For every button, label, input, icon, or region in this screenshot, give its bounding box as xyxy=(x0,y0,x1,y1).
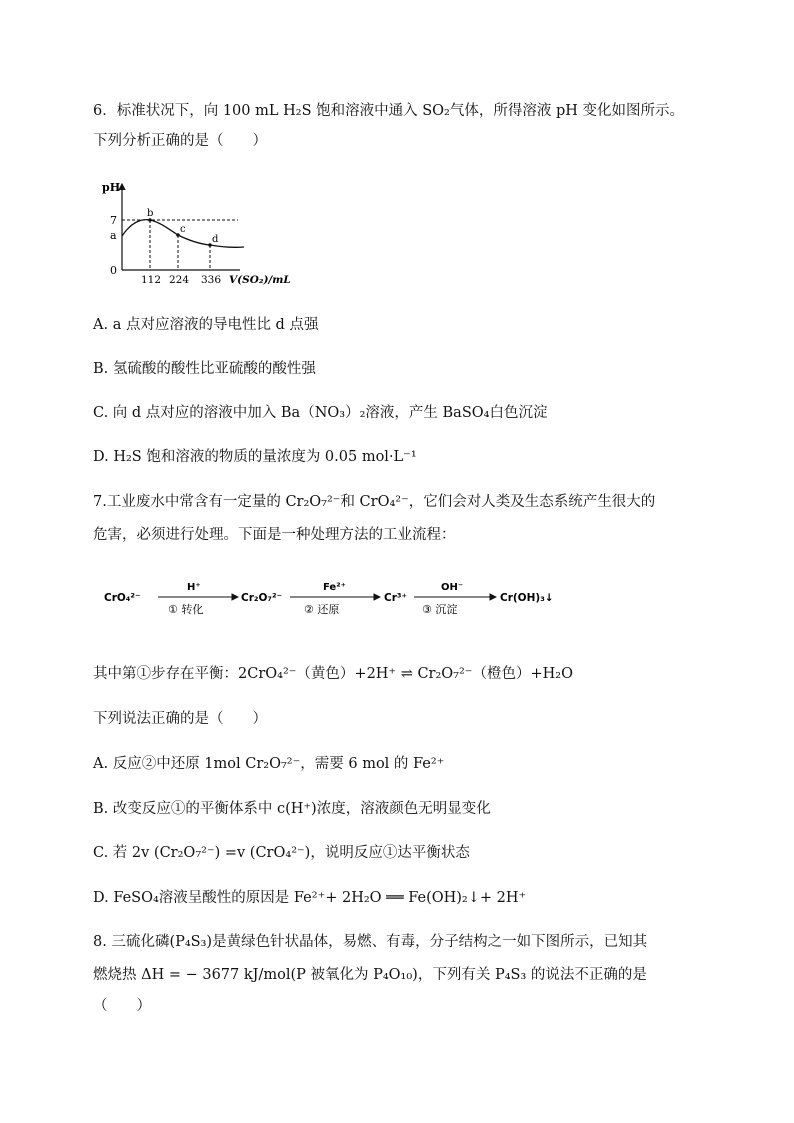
reagent-fe: Fe²⁺ xyxy=(323,582,346,593)
point-label-c: c xyxy=(180,224,186,235)
y-axis-label: pH xyxy=(102,181,121,194)
xtick-336: 336 xyxy=(201,274,222,286)
q7-stem-line2: 危害，必须进行处理。下面是一种处理方法的工业流程： xyxy=(93,527,456,543)
step-2: ② 还原 xyxy=(304,603,340,616)
process-flow xyxy=(100,575,570,625)
q6-stem-line2: 下列分析正确的是（ ） xyxy=(93,133,267,149)
q7-equilibrium: 其中第①步存在平衡：2CrO₄²⁻（黄色）+2H⁺ ⇌ Cr₂O₇²⁻（橙色）+H₂O xyxy=(93,666,573,682)
reagent-h: H⁺ xyxy=(187,582,201,593)
q6-option-a: A. a 点对应溶液的导电性比 d 点强 xyxy=(93,317,319,333)
species-cro4: CrO₄²⁻ xyxy=(104,592,141,604)
q7-option-c: C. 若 2v (Cr₂O₇²⁻) =v (CrO₄²⁻)，说明反应①达平衡状态 xyxy=(93,845,470,861)
step-1: ① 转化 xyxy=(168,603,204,616)
q7-option-d: D. FeSO₄溶液呈酸性的原因是 Fe²⁺+ 2H₂O ══ Fe(OH)₂↓+ 2H⁺ xyxy=(93,890,527,906)
xtick-112: 112 xyxy=(141,274,162,286)
ph-chart xyxy=(98,172,318,287)
point-label-d: d xyxy=(212,234,219,245)
q6-stem-line1: 6．标准状况下，向 100 mL H₂S 饱和溶液中通入 SO₂气体，所得溶液 pH 变化如图所示。 xyxy=(93,103,684,119)
q8-stem-line3: （ ） xyxy=(93,998,151,1014)
origin-label: 0 xyxy=(110,264,117,277)
q7-stem-line1: 7.工业废水中常含有一定量的 Cr₂O₇²⁻和 CrO₄²⁻，它们会对人类及生态系统产生很大的 xyxy=(93,494,656,510)
x-axis-label: V(SO₂)/mL xyxy=(229,274,291,286)
q8-stem-line2: 燃烧热 ΔH = − 3677 kJ/mol(P 被氧化为 P₄O₁₀)，下列有关 P₄S₃ 的说法不正确的是 xyxy=(93,967,647,983)
q6-option-b: B. 氢硫酸的酸性比亚硫酸的酸性强 xyxy=(93,361,316,377)
reagent-oh: OH⁻ xyxy=(441,582,464,593)
step-3: ③ 沉淀 xyxy=(422,603,458,616)
ytick-a: a xyxy=(110,229,117,242)
q6-option-d: D. H₂S 饱和溶液的物质的量浓度为 0.05 mol·L⁻¹ xyxy=(93,449,417,465)
species-cr3: Cr³⁺ xyxy=(384,592,408,604)
ytick-7: 7 xyxy=(110,214,117,227)
species-cr2o7: Cr₂O₇²⁻ xyxy=(241,592,283,604)
xtick-224: 224 xyxy=(169,274,190,286)
species-croh3: Cr(OH)₃↓ xyxy=(500,592,554,604)
q7-option-a: A. 反应②中还原 1mol Cr₂O₇²⁻，需要 6 mol 的 Fe²⁺ xyxy=(93,756,445,772)
q8-stem-line1: 8. 三硫化磷(P₄S₃)是黄绿色针状晶体，易燃、有毒，分子结构之一如下图所示，已知其 xyxy=(93,934,648,950)
q7-option-b: B. 改变反应①的平衡体系中 c(H⁺)浓度，溶液颜色无明显变化 xyxy=(93,801,491,817)
point-label-b: b xyxy=(147,208,154,219)
q7-question: 下列说法正确的是（ ） xyxy=(93,711,267,727)
q6-option-c: C. 向 d 点对应的溶液中加入 Ba（NO₃）₂溶液，产生 BaSO₄白色沉淀 xyxy=(93,405,548,421)
